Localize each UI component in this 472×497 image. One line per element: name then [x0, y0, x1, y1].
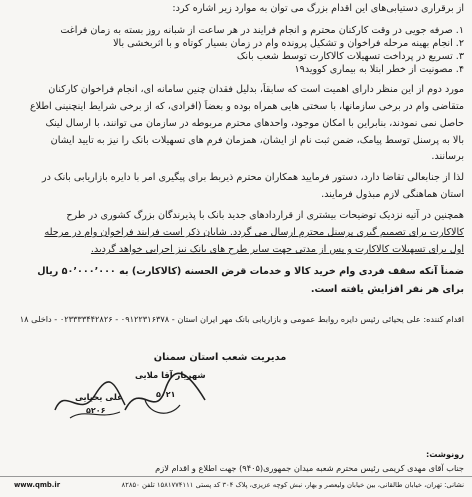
benefit-2: ۲. انجام بهینه مرحله فراخوان و تشکیل پرونده وام در زمان بسیار کوتاه و با اثربخشی بالا [113, 38, 464, 49]
para-3-line-2: استان هماهنگی لازم مبذول فرمایند. [321, 189, 464, 200]
signer-right-name: شهریار آقا ملایی [135, 370, 206, 380]
letter-footer [0, 476, 472, 497]
para-4-line-1: همچنین در آتیه نزدیک توضیحات بیشتری از قراردادهای جدید بانک با پذیرندگان بزرگ کشوری در طرح [66, 210, 464, 221]
para-2-line-1: مورد دوم از این منظر دارای اهمیت است که سابقاً، بدلیل فقدان چنین سامانه ای، انجام فراخوان کارکنان [48, 84, 464, 95]
cc-recipient-line: جناب آقای مهدی کریمی رئیس محترم شعبه میدان جمهوری(۹۴۰۵) جهت اطلاع و اقدام لازم [155, 463, 464, 473]
footer-website-link[interactable]: www.qmb.ir [14, 481, 61, 489]
para-2-line-3: حاصل نمی نمودند، بنابراین با امکان موجود، واحدهای محترم مربوطه در سازمان می توانند، با ارسال لینک [45, 118, 464, 129]
signer-left-code: ۵۲۰۶ [86, 406, 106, 415]
limit-line-2: برای هر نفر افزایش یافته است. [310, 284, 464, 295]
para-4-line-3: اول برای تسهیلات کالاکارت و پس از مدتی جهت سایر طرح های بانک نیز اجرایی خواهد گردید. [90, 244, 464, 255]
signature-block [0, 340, 472, 430]
action-officer-line: اقدام کننده: علی یحیائی رئیس دایره روابط عمومی و بازاریابی بانک مهر ایران استان - ۰۹۱۲۲۳۱۶۳۷۸ - ۰۲۳۳۳۳۴۴۲۸۲۶ - داخلی ۱۸ [19, 314, 464, 324]
benefit-3: ۳. تسریع در پرداخت تسهیلات کالاکارت توسط شعب بانک [236, 51, 464, 62]
signer-left-name: علی یحیایی [75, 392, 123, 402]
footer-address: نشانی: تهران، خیابان طالقانی، بین خیابان ولیعصر و بهار، نبش کوچه عزیزی، پلاک ۳۰۴ کد پستی ۱۵۸۱۷۷۴۱۱۱ تلفن ۸۲۸۵۰ [121, 481, 464, 489]
office-title: مدیریت شعب استان سمنان [153, 352, 287, 363]
limit-line-1: ضمناً آنکه سقف فردی وام خرید کالا و خدمات قرض الحسنه (کالاکارت) به ۵۰٬۰۰۰٬۰۰۰ ریال [37, 266, 464, 277]
para-4-line-2: کالاکارت برای تصمیم گیری پرسنل محترم ارسال می گردد. شایان ذکر است فرایند فراخوان وام در مرحله [44, 227, 464, 238]
para-3-line-1: لذا از جنابعالی تقاضا دارد، دستور فرمایید همکاران محترم ذیربط برای پیگیری امر با دایره بازاریابی بانک در [42, 172, 464, 183]
benefit-1: ۱. صرفه جویی در وقت کارکنان محترم و انجام فرایند در هر ساعت از شبانه روز بسته به زمان فراغت [60, 25, 464, 36]
signature-left-icon [50, 380, 130, 425]
benefit-4: ۴. مصونیت از خطر ابتلا به بیماری کووید۱۹ [294, 64, 464, 75]
para-2-line-5: برسانند. [431, 151, 464, 162]
signer-right-code: ۵۰۲۱ [156, 390, 176, 399]
cc-heading: رونوشت: [425, 449, 464, 459]
para-2-line-4: بالا به پرسنل توسط پیامک، ضمن ثبت نام از ایشان، همزمان فرم های تسهیلات بانک را نیز به تایید ایشان [50, 135, 464, 146]
intro-line: از برقراری دستیابی‌های این اقدام بزرگ می توان به موارد زیر اشاره کرد: [172, 3, 464, 14]
para-2-line-2: متقاضی وام در برخی سازمانها، با سختی هایی همراه بوده و بعضاً (افرادی، که از برخی شرایط اینچنینی اطلاع [29, 101, 464, 112]
